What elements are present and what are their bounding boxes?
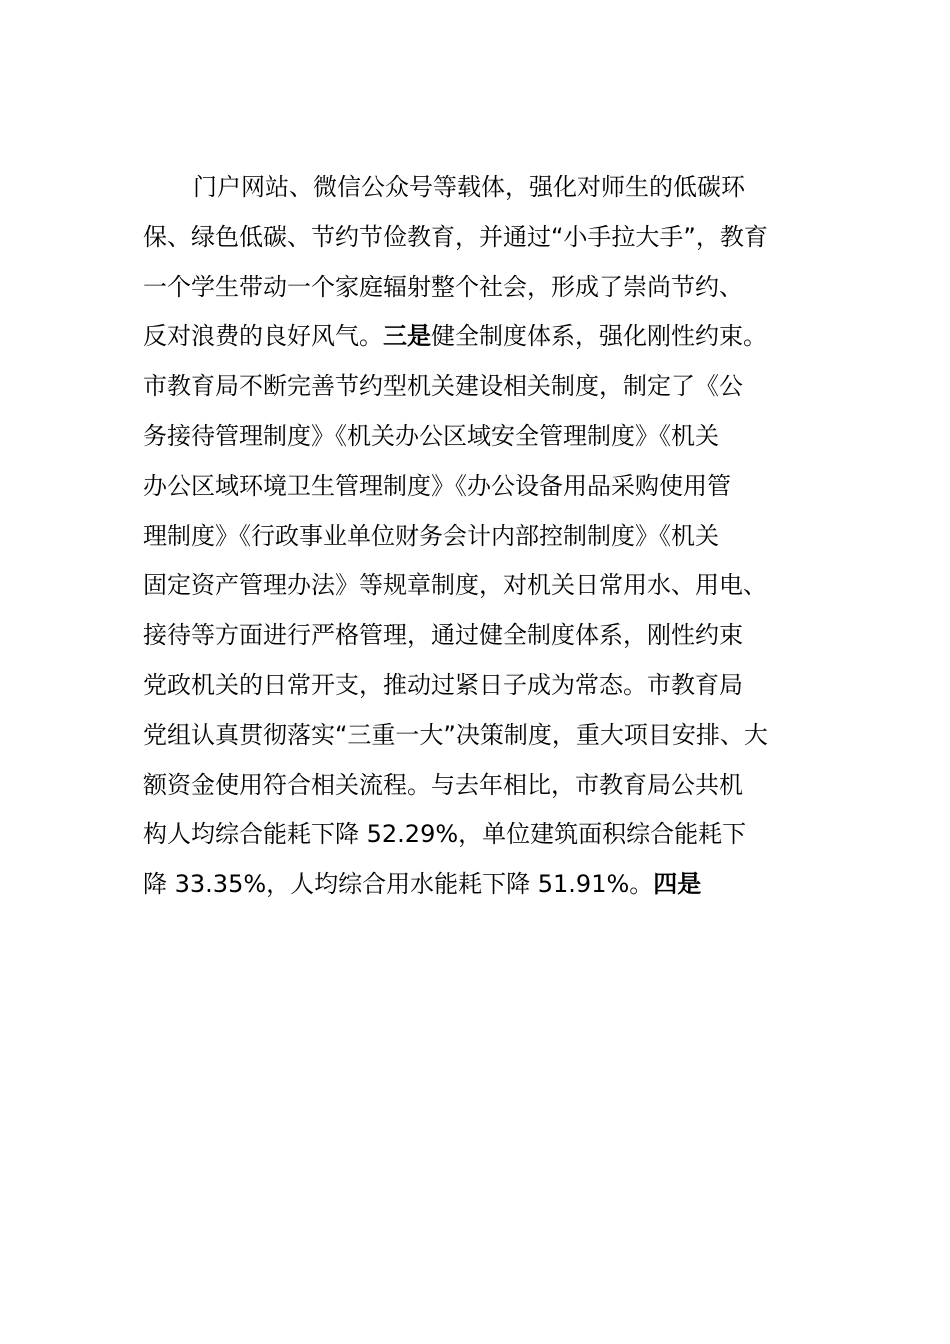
line-text: 降 33.35%，人均综合用水能耗下降 51.91%。 (143, 870, 654, 899)
paragraph-line: 门户网站、微信公众号等载体，强化对师生的低碳环 (193, 173, 745, 201)
paragraph-line: 务接待管理制度》《机关办公区域安全管理制度》《机关 (143, 421, 719, 450)
paragraph-line: 党组认真贯彻落实“三重一大”决策制度，重大项目安排、大 (143, 720, 768, 749)
paragraph-line: 固定资产管理办法》等规章制度，对机关日常用水、用电、 (143, 571, 767, 600)
paragraph-line: 保、绿色低碳、节约节俭教育，并通过“小手拉大手”，教育 (143, 222, 768, 251)
paragraph-line: 接待等方面进行严格管理，通过健全制度体系，刚性约束 (143, 621, 743, 650)
paragraph-line: 构人均综合能耗下降 52.29%，单位建筑面积综合能耗下 (143, 820, 747, 849)
paragraph-line: 办公区域环境卫生管理制度》《办公设备用品采购使用管 (143, 471, 731, 500)
line-text: 反对浪费的良好风气。 (143, 322, 383, 351)
bold-heading-text: 四是 (653, 870, 702, 899)
paragraph-line: 一个学生带动一个家庭辐射整个社会，形成了崇尚节约、 (143, 272, 743, 301)
paragraph-line: 理制度》《行政事业单位财务会计内部控制制度》《机关 (143, 521, 719, 550)
paragraph-line (143, 860, 823, 910)
paragraph-line: 市教育局不断完善节约型机关建设相关制度，制定了《公 (143, 372, 743, 401)
line-text: 健全制度体系，强化刚性约束。 (431, 322, 767, 351)
paragraph-line: 额资金使用符合相关流程。与去年相比，市教育局公共机 (143, 770, 743, 799)
body-paragraph (143, 163, 823, 910)
bold-heading-text: 三是 (383, 322, 431, 351)
paragraph-line: 党政机关的日常开支，推动过紧日子成为常态。市教育局 (143, 670, 743, 699)
paragraph-line (143, 312, 823, 362)
